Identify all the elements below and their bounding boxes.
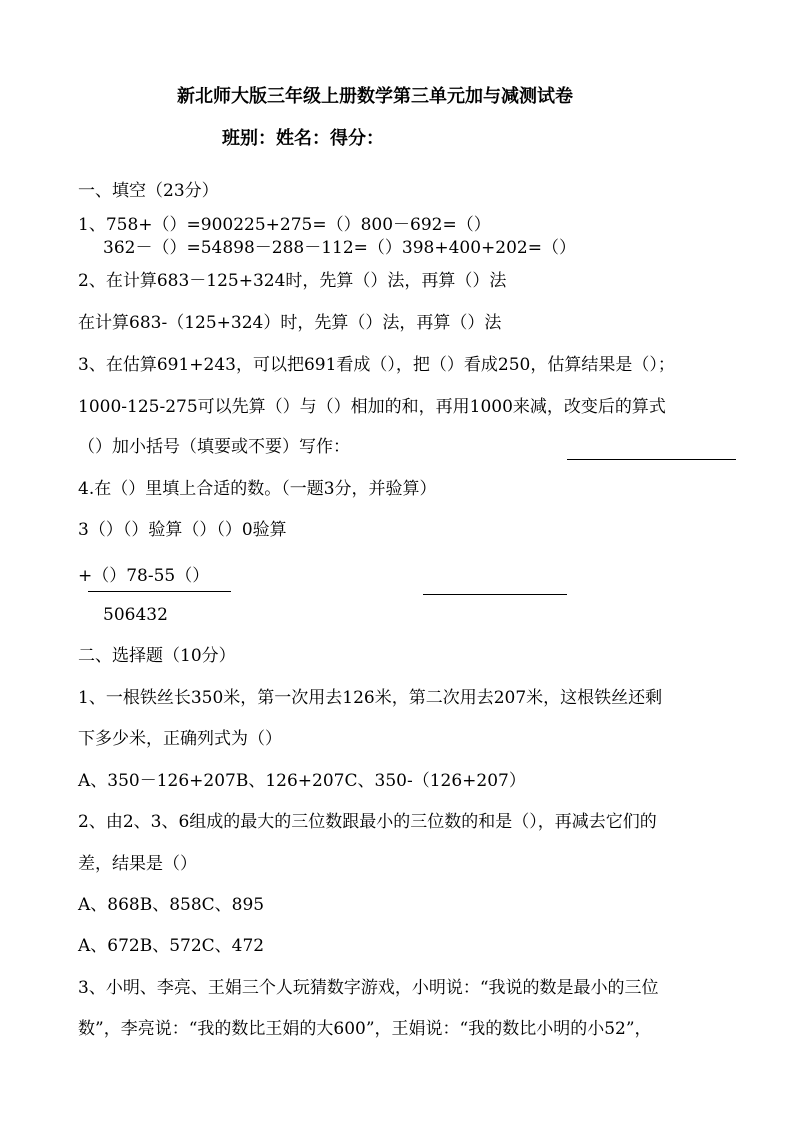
s1-q4-line3: 506432: [103, 605, 168, 625]
s1-q2-line1: 2、在计算683－125+324时，先算（）法，再算（）法: [78, 271, 507, 291]
answer-line: [567, 459, 736, 460]
s1-q1-line2: 362－（）=54898－288－112=（）398+400+202=（）: [103, 238, 576, 258]
s1-q4-line2: +（）78-55（）: [78, 566, 210, 586]
section1-heading: 一、填空（23分）: [78, 181, 219, 201]
s1-q2-line2: 在计算683-（125+324）时，先算（）法，再算（）法: [78, 313, 502, 333]
s1-q3-line2: 1000-125-275可以先算（）与（）相加的和，再用1000来减，改变后的算式: [78, 397, 666, 417]
vertical-calc-line-right: [423, 594, 567, 595]
s2-q1-line2: 下多少米，正确列式为（）: [78, 729, 282, 749]
s2-q1-line1: 1、一根铁丝长350米，第一次用去126米，第二次用去207米，这根铁丝还剩: [78, 688, 663, 708]
s2-q2-line1: 2、由2、3、6组成的最大的三位数跟最小的三位数的和是（），再减去它们的: [78, 812, 657, 832]
s2-q2-options1: A、868B、858C、895: [78, 895, 265, 915]
s2-q2-options2: A、672B、572C、472: [78, 936, 265, 956]
s1-q3-line1: 3、在估算691+243，可以把691看成（），把（）看成250，估算结果是（）；: [78, 355, 675, 375]
page-title: 新北师大版三年级上册数学第三单元加与减测试卷: [177, 86, 573, 107]
s2-q2-line2: 差，结果是（）: [78, 854, 197, 874]
s1-q1-line1: 1、758+（）=900225+275=（）800－692=（）: [78, 215, 491, 235]
student-info-line: 班别：姓名：得分：: [222, 128, 384, 149]
s1-q4-heading: 4.在（）里填上合适的数。（一题3分，并验算）: [78, 479, 437, 499]
s2-q1-options: A、350－126+207B、126+207C、350-（126+207）: [78, 771, 526, 791]
s1-q3-line3: （）加小括号（填要或不要）写作：: [78, 437, 350, 457]
s2-q3-line1: 3、小明、李亮、王娟三个人玩猜数字游戏，小明说：“我说的数是最小的三位: [78, 978, 659, 998]
vertical-calc-line-left: [88, 591, 231, 592]
s2-q3-line2: 数”，李亮说：“我的数比王娟的大600”，王娟说：“我的数比小明的小52”，: [78, 1019, 652, 1039]
section2-heading: 二、选择题（10分）: [78, 646, 236, 666]
s1-q4-line1: 3（）（）验算（）（）0验算: [78, 520, 287, 540]
